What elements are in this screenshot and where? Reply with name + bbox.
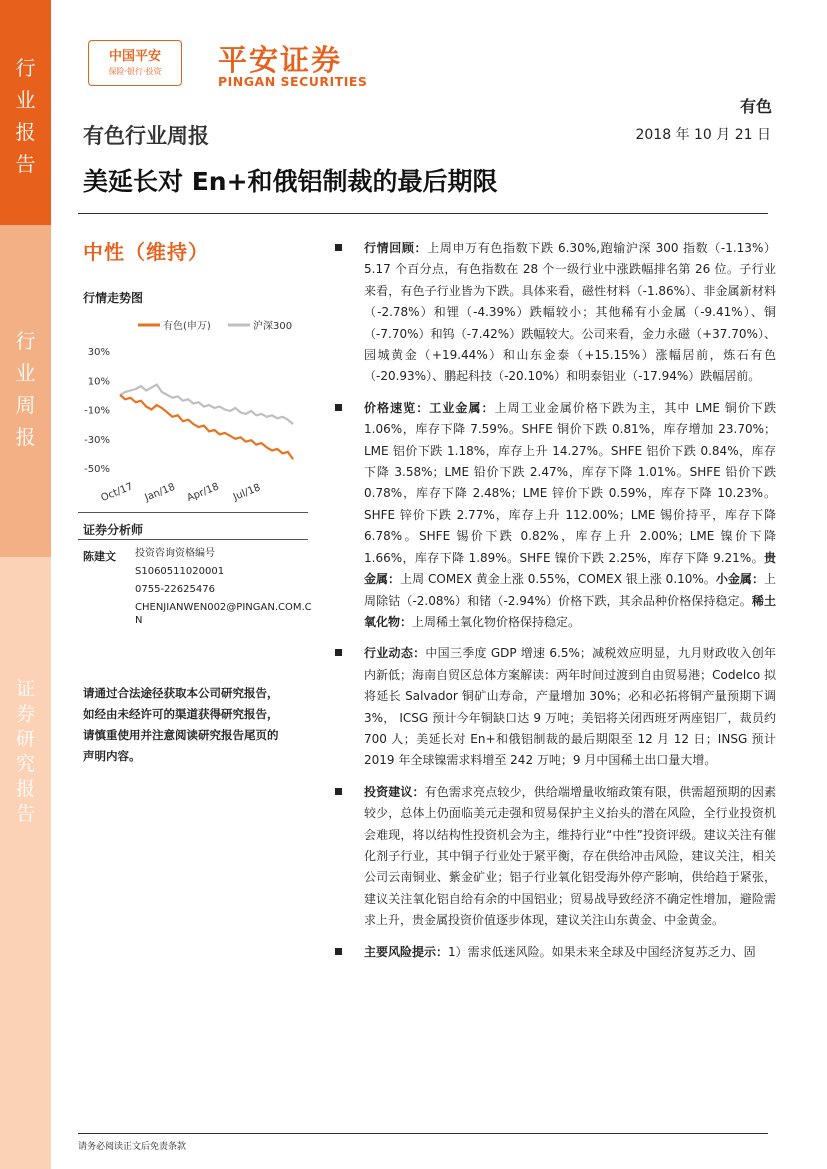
sidebar-char: 报 (15, 778, 35, 800)
report-date: 2018 年 10 月 21 日 (635, 127, 771, 143)
bullet-square-icon (335, 649, 342, 656)
y-tick-label: 30% (87, 347, 110, 358)
bullet-square-icon (335, 404, 342, 411)
bullet-investment-advice (335, 782, 776, 932)
y-tick-label: 10% (87, 376, 110, 388)
sidebar-char: 证 (15, 678, 35, 700)
analyst-email: CHENJIANWEN002@PINGAN.COM.C (135, 602, 312, 613)
y-tick-label: -50% (84, 464, 110, 475)
page-title: 美延长对 En+和俄铝制裁的最后期限 (83, 167, 498, 196)
x-tick-label: Oct/17 (99, 481, 135, 505)
sidebar-char: 报 (15, 425, 36, 449)
legal-warning: 请通过合法途径获取本公司研究报告，如经由未经许可的渠道获得研究报告，请慎重使用并注意阅读研究报告尾页的声明内容。 (83, 686, 279, 763)
trend-chart-svg (78, 313, 308, 508)
legend-label-series1: 有色(申万) (163, 321, 211, 332)
bullet-square-icon (335, 788, 342, 795)
bullet-lead: 投资建议： (364, 784, 425, 799)
bullet-market-review (335, 238, 776, 388)
sidebar-char: 业 (15, 361, 36, 385)
analyst-name: 陈建文 (83, 550, 116, 563)
bullet-text: 上周申万有色指数下跌 6.30%,跑输沪深 300 指数（-1.13%）5.17 个百分点，有色指数在 28 个一级行业中涨跌幅排名第 26 位。子行业来看，有色子行业皆为下跌。具体来看，磁性材料（-1.86%）、非金属新材料（-2.78%）和锂（-4.39%）跌幅较小；其他稀有小金属（-9.41%）、铜（-7.70%）和钨（-7.42%）跌幅较大。公司来看，金力永磁（+37.70%）、园城黄金（+19.44%）和山东金泰（+15.15%）涨幅居前，炼石有色（-20.93%）、鹏起科技（-20.10%）和明泰铝业（-17.94%）跌幅居前。 (364, 241, 776, 384)
ping-an-logo (88, 40, 182, 86)
analyst-divider (78, 539, 308, 540)
sidebar-char: 周 (15, 393, 36, 417)
series-line-hs300 (120, 385, 293, 425)
subhead-precious-metals: 贵金属： (364, 550, 776, 587)
sidebar-char: 研 (15, 728, 35, 750)
bullet-price-overview (335, 398, 776, 633)
summary-bullets (335, 238, 776, 973)
series-line-nonferrous (120, 395, 293, 459)
x-tick-label: Apr/18 (185, 481, 221, 505)
sidebar-char: 券 (15, 703, 35, 725)
analyst-license-number: S1060511020001 (135, 566, 225, 577)
sidebar-section-research (0, 557, 51, 1169)
footer-divider (78, 1133, 768, 1134)
text-minor-metals: 上周除钴（-2.08%）和锗（-2.94%）价格下跌，其余品种价格保持稳定。 (364, 572, 776, 608)
analyst-license-label: 投资咨询资格编号 (135, 548, 215, 559)
bullet-lead: 价格速览： (364, 400, 430, 415)
bullet-text: 有色需求亮点较少，供给端增量收缩政策有限，供需超预期的因素较少，总体上仍面临美元走强和贸易保护主义抬头的潜在风险，全行业投资机会难现，将以结构性投资机会为主，维持行业“中性”投资评级。建议关注有催化剂子行业，其中铜子行业处于紧平衡，存在供给冲击风险，建议关注，相关公司云南铜业、紫金矿业；铝子行业氧化铝受海外停产影响，供给趋于紧张，建议关注氧化铝自给有余的中国铝业；贸易战导致经济不确定性增加，避险需求上升，贵金属投资价值逐步体现，建议关注山东黄金、中金黄金。 (364, 784, 776, 928)
industry-label: 有色 (739, 97, 772, 116)
legend-label-series2: 沪深300 (253, 321, 293, 332)
sidebar-char: 行 (15, 329, 36, 353)
sidebar-char: 究 (15, 753, 35, 775)
ping-an-logo-tagline: 保险·银行·投资 (108, 67, 162, 76)
x-tick-label: Jul/18 (231, 482, 263, 504)
text-precious-metals: 上周 COMEX 黄金上涨 0.55%，COMEX 银上涨 0.10%。 (400, 572, 716, 587)
ping-an-logo-text: 中国平安 (108, 49, 161, 64)
analyst-phone: 0755-22625476 (135, 584, 215, 595)
chart-divider (78, 512, 308, 513)
analyst-heading: 证券分析师 (83, 523, 144, 537)
securities-logo-subtext: PINGAN SECURITIES (218, 74, 368, 89)
chart-heading: 行情走势图 (83, 291, 144, 305)
bullet-risk-warning (335, 942, 776, 963)
sidebar-char: 告 (15, 152, 36, 176)
y-tick-label: -30% (84, 434, 110, 446)
bullet-lead: 行情回顾： (364, 241, 428, 255)
subhead-industrial-metals: 工业金属： (429, 400, 495, 415)
report-type: 有色行业周报 (83, 124, 209, 148)
bullet-industry-news (335, 643, 776, 771)
rating-label: 中性（维持） (83, 240, 209, 264)
subhead-minor-metals: 小金属： (715, 572, 764, 587)
sidebar-char: 业 (15, 88, 36, 112)
bullet-lead: 主要风险提示： (364, 944, 449, 959)
trend-chart (78, 313, 308, 508)
text-rare-earth: 上周稀土氧化物价格保持稳定。 (412, 614, 581, 629)
bullet-square-icon (335, 244, 342, 251)
bullet-text: 1）需求低迷风险。如果未来全球及中国经济复苏乏力、固 (448, 944, 756, 959)
x-tick-label: Jan/18 (143, 481, 177, 504)
sidebar-char: 报 (15, 120, 36, 144)
bullet-text: 中国三季度 GDP 增速 6.5%；减税效应明显，九月财政收入创年内新低；海南自贸区总体方案解读：两年时间过渡到自由贸易港；Codelco 拟将延长 Salvador 铜矿山寿命，产量增加 30%；必和必拓将铜产量预期下调 3%， ICSG 预计今年铜缺口达 9 万吨；美铝将关闭西班牙两座铝厂，裁员约 700 人；美延长对 En+和俄铝制裁的最后期限至 12 月 12 日；INSG 预计 2019 年全球镍需求料增至 242 万吨；9 月中国稀土出口量大增。 (364, 646, 776, 768)
header-divider (78, 213, 768, 214)
sidebar-char: 行 (15, 56, 36, 80)
text-industrial-metals: 上周工业金属价格下跌为主，其中 LME 铜价下跌 1.06%，库存下降 7.59%。SHFE 铜价下跌 0.81%，库存增加 23.70%；LME 铝价下跌 1.18%，库存上升 14.27%。SHFE 铝价下跌 0.84%，库存下降 3.58%；LME 铅价下跌 2.47%，库存下降 1.01%。SHFE 铅价下跌 0.78%，库存下降 2.48%；LME 锌价下跌 0.59%，库存下降 10.23%。SHFE 锌价下跌 2.77%，库存上升 112.00%；LME 锡价持平，库存下降 6.78%。SHFE 锡价下跌 0.82%，库存上升 2.00%；LME 镍价下降 1.66%，库存下降 1.89%。SHFE 镍价下跌 2.25%，库存下降 9.21%。 (364, 400, 776, 565)
securities-logo-text: 平安证券 (218, 43, 343, 77)
subhead-rare-earth: 稀土氧化物： (364, 593, 776, 629)
bullet-square-icon (335, 948, 342, 955)
sidebar-section-industry-report (0, 0, 51, 225)
y-tick-label: -10% (84, 405, 110, 417)
footer-disclaimer: 请务必阅读正文后免责条款 (78, 1142, 187, 1152)
sidebar-char: 告 (15, 803, 35, 825)
analyst-email-cont: N (135, 615, 143, 626)
bullet-lead: 行业动态： (364, 646, 426, 661)
sidebar-section-weekly (0, 225, 51, 557)
